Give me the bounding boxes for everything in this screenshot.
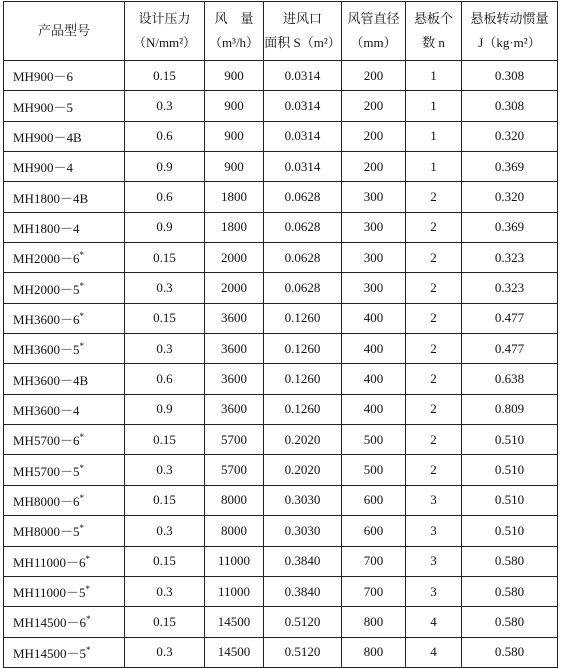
cell-inlet-area: 0.1260 bbox=[264, 394, 342, 424]
cell-model bbox=[4, 334, 125, 364]
model-footnote-mark: * bbox=[79, 462, 84, 473]
table-row bbox=[4, 212, 558, 242]
cell-inlet-area: 0.3030 bbox=[264, 485, 342, 515]
cell-inlet-area: 0.0314 bbox=[264, 91, 342, 121]
cell-airflow: 3600 bbox=[205, 364, 264, 394]
model-name: MH11000－5 bbox=[13, 585, 86, 601]
table-row bbox=[4, 516, 558, 546]
model-name: MH900－4B bbox=[13, 129, 82, 145]
header-plate-count: 悬板个 数 n bbox=[406, 2, 462, 61]
cell-pressure: 0.9 bbox=[125, 152, 205, 182]
cell-pressure: 0.6 bbox=[125, 364, 205, 394]
cell-plate-count: 4 bbox=[406, 607, 462, 637]
cell-duct-diameter: 200 bbox=[342, 152, 406, 182]
cell-airflow: 5700 bbox=[205, 455, 264, 485]
cell-pressure: 0.9 bbox=[125, 394, 205, 424]
table-row bbox=[4, 485, 558, 515]
cell-plate-count: 4 bbox=[406, 637, 462, 667]
cell-inlet-area: 0.0314 bbox=[264, 152, 342, 182]
cell-inlet-area: 0.3030 bbox=[264, 516, 342, 546]
cell-model bbox=[4, 364, 125, 394]
cell-plate-inertia: 0.510 bbox=[462, 516, 558, 546]
cell-plate-count: 2 bbox=[406, 334, 462, 364]
header-model: 产品型号 bbox=[4, 2, 125, 61]
cell-plate-inertia: 0.510 bbox=[462, 425, 558, 455]
cell-duct-diameter: 500 bbox=[342, 425, 406, 455]
table-row bbox=[4, 303, 558, 333]
model-name: MH900－5 bbox=[13, 99, 73, 115]
cell-pressure: 0.3 bbox=[125, 91, 205, 121]
cell-airflow: 900 bbox=[205, 121, 264, 151]
cell-plate-inertia: 0.369 bbox=[462, 152, 558, 182]
cell-plate-count: 2 bbox=[406, 425, 462, 455]
table-row bbox=[4, 243, 558, 273]
cell-plate-count: 3 bbox=[406, 485, 462, 515]
model-name: MH3600－4B bbox=[13, 372, 89, 388]
model-name: MH14500－6 bbox=[13, 615, 86, 631]
cell-inlet-area: 0.1260 bbox=[264, 334, 342, 364]
header-duct-diameter: 风管直径 （mm） bbox=[342, 2, 406, 61]
spec-table-container bbox=[3, 1, 558, 668]
cell-inlet-area: 0.3840 bbox=[264, 576, 342, 606]
cell-airflow: 1800 bbox=[205, 182, 264, 212]
table-row bbox=[4, 61, 558, 91]
cell-pressure: 0.15 bbox=[125, 61, 205, 91]
cell-airflow: 2000 bbox=[205, 243, 264, 273]
cell-model bbox=[4, 455, 125, 485]
cell-model bbox=[4, 576, 125, 606]
cell-model bbox=[4, 182, 125, 212]
model-footnote-mark: * bbox=[85, 553, 90, 564]
model-footnote-mark: * bbox=[79, 310, 84, 321]
cell-duct-diameter: 400 bbox=[342, 364, 406, 394]
cell-duct-diameter: 800 bbox=[342, 607, 406, 637]
table-row bbox=[4, 607, 558, 637]
header-pressure: 设计压力 （N/mm²） bbox=[125, 2, 205, 61]
model-name: MH14500－5 bbox=[13, 645, 86, 661]
cell-model bbox=[4, 91, 125, 121]
cell-model bbox=[4, 607, 125, 637]
cell-airflow: 3600 bbox=[205, 303, 264, 333]
cell-inlet-area: 0.5120 bbox=[264, 607, 342, 637]
cell-inlet-area: 0.0628 bbox=[264, 243, 342, 273]
cell-model bbox=[4, 61, 125, 91]
model-footnote-mark: * bbox=[79, 492, 84, 503]
cell-pressure: 0.6 bbox=[125, 182, 205, 212]
header-airflow: 风 量 （m³/h） bbox=[205, 2, 264, 61]
cell-plate-inertia: 0.323 bbox=[462, 273, 558, 303]
cell-plate-inertia: 0.580 bbox=[462, 637, 558, 667]
table-row bbox=[4, 334, 558, 364]
cell-model bbox=[4, 546, 125, 576]
model-footnote-mark: * bbox=[85, 584, 90, 595]
cell-plate-count: 2 bbox=[406, 212, 462, 242]
cell-duct-diameter: 200 bbox=[342, 61, 406, 91]
cell-inlet-area: 0.2020 bbox=[264, 455, 342, 485]
cell-duct-diameter: 500 bbox=[342, 455, 406, 485]
cell-pressure: 0.3 bbox=[125, 637, 205, 667]
cell-plate-inertia: 0.308 bbox=[462, 91, 558, 121]
cell-airflow: 11000 bbox=[205, 576, 264, 606]
cell-pressure: 0.15 bbox=[125, 607, 205, 637]
cell-pressure: 0.15 bbox=[125, 243, 205, 273]
cell-plate-count: 2 bbox=[406, 273, 462, 303]
cell-plate-inertia: 0.580 bbox=[462, 576, 558, 606]
cell-pressure: 0.3 bbox=[125, 576, 205, 606]
cell-plate-count: 1 bbox=[406, 121, 462, 151]
cell-plate-inertia: 0.510 bbox=[462, 455, 558, 485]
cell-plate-inertia: 0.323 bbox=[462, 243, 558, 273]
cell-plate-inertia: 0.477 bbox=[462, 303, 558, 333]
cell-inlet-area: 0.0628 bbox=[264, 182, 342, 212]
model-name: MH1800－4B bbox=[13, 190, 89, 206]
cell-duct-diameter: 600 bbox=[342, 485, 406, 515]
cell-duct-diameter: 800 bbox=[342, 637, 406, 667]
cell-plate-count: 3 bbox=[406, 546, 462, 576]
cell-pressure: 0.3 bbox=[125, 273, 205, 303]
model-name: MH900－4 bbox=[13, 160, 73, 176]
cell-inlet-area: 0.0314 bbox=[264, 61, 342, 91]
model-name: MH900－6 bbox=[13, 69, 73, 85]
model-name: MH8000－5 bbox=[13, 524, 80, 540]
cell-duct-diameter: 300 bbox=[342, 273, 406, 303]
model-name: MH5700－6 bbox=[13, 433, 80, 449]
cell-duct-diameter: 400 bbox=[342, 394, 406, 424]
cell-duct-diameter: 200 bbox=[342, 91, 406, 121]
cell-duct-diameter: 300 bbox=[342, 243, 406, 273]
cell-duct-diameter: 700 bbox=[342, 576, 406, 606]
cell-airflow: 8000 bbox=[205, 485, 264, 515]
header-row bbox=[4, 2, 558, 61]
table-row bbox=[4, 152, 558, 182]
model-footnote-mark: * bbox=[79, 280, 84, 291]
table-row bbox=[4, 394, 558, 424]
cell-inlet-area: 0.1260 bbox=[264, 303, 342, 333]
table-row bbox=[4, 273, 558, 303]
cell-airflow: 1800 bbox=[205, 212, 264, 242]
table-row bbox=[4, 546, 558, 576]
cell-model bbox=[4, 485, 125, 515]
cell-plate-count: 1 bbox=[406, 152, 462, 182]
cell-plate-count: 1 bbox=[406, 61, 462, 91]
table-row bbox=[4, 455, 558, 485]
cell-inlet-area: 0.3840 bbox=[264, 546, 342, 576]
cell-plate-count: 2 bbox=[406, 394, 462, 424]
cell-airflow: 14500 bbox=[205, 607, 264, 637]
cell-plate-count: 2 bbox=[406, 182, 462, 212]
cell-model bbox=[4, 425, 125, 455]
table-row bbox=[4, 121, 558, 151]
model-footnote-mark: * bbox=[79, 432, 84, 443]
cell-pressure: 0.3 bbox=[125, 455, 205, 485]
model-footnote-mark: * bbox=[85, 644, 91, 655]
model-name: MH1800－4 bbox=[13, 220, 80, 236]
model-name: MH8000－6 bbox=[13, 493, 80, 509]
model-footnote-mark: * bbox=[85, 614, 91, 625]
cell-plate-inertia: 0.477 bbox=[462, 334, 558, 364]
cell-airflow: 11000 bbox=[205, 546, 264, 576]
cell-duct-diameter: 600 bbox=[342, 516, 406, 546]
table-row bbox=[4, 182, 558, 212]
model-footnote-mark: * bbox=[79, 523, 84, 534]
cell-model bbox=[4, 273, 125, 303]
cell-model bbox=[4, 516, 125, 546]
cell-pressure: 0.3 bbox=[125, 516, 205, 546]
cell-plate-inertia: 0.510 bbox=[462, 485, 558, 515]
model-name: MH5700－5 bbox=[13, 463, 80, 479]
table-body bbox=[4, 61, 558, 668]
cell-pressure: 0.6 bbox=[125, 121, 205, 151]
cell-plate-count: 3 bbox=[406, 576, 462, 606]
cell-airflow: 5700 bbox=[205, 425, 264, 455]
cell-airflow: 3600 bbox=[205, 334, 264, 364]
cell-airflow: 2000 bbox=[205, 273, 264, 303]
model-name: MH11000－6 bbox=[13, 554, 86, 570]
cell-plate-inertia: 0.580 bbox=[462, 546, 558, 576]
spec-table bbox=[3, 1, 558, 668]
cell-airflow: 900 bbox=[205, 152, 264, 182]
model-name: MH3600－4 bbox=[13, 402, 80, 418]
table-row bbox=[4, 637, 558, 667]
cell-airflow: 14500 bbox=[205, 637, 264, 667]
cell-model bbox=[4, 637, 125, 667]
cell-model bbox=[4, 243, 125, 273]
table-header bbox=[4, 2, 558, 61]
cell-plate-inertia: 0.308 bbox=[462, 61, 558, 91]
cell-pressure: 0.9 bbox=[125, 212, 205, 242]
cell-plate-inertia: 0.320 bbox=[462, 121, 558, 151]
cell-plate-inertia: 0.369 bbox=[462, 212, 558, 242]
cell-airflow: 900 bbox=[205, 61, 264, 91]
cell-duct-diameter: 300 bbox=[342, 212, 406, 242]
cell-airflow: 3600 bbox=[205, 394, 264, 424]
model-name: MH2000－5 bbox=[13, 281, 80, 297]
table-row bbox=[4, 576, 558, 606]
cell-inlet-area: 0.0314 bbox=[264, 121, 342, 151]
cell-airflow: 900 bbox=[205, 91, 264, 121]
model-name: MH2000－6 bbox=[13, 251, 80, 267]
cell-plate-count: 2 bbox=[406, 243, 462, 273]
cell-model bbox=[4, 303, 125, 333]
cell-model bbox=[4, 394, 125, 424]
cell-pressure: 0.15 bbox=[125, 546, 205, 576]
table-row bbox=[4, 425, 558, 455]
cell-duct-diameter: 200 bbox=[342, 121, 406, 151]
table-row bbox=[4, 91, 558, 121]
cell-plate-inertia: 0.320 bbox=[462, 182, 558, 212]
model-name: MH3600－6 bbox=[13, 311, 80, 327]
cell-duct-diameter: 700 bbox=[342, 546, 406, 576]
cell-inlet-area: 0.1260 bbox=[264, 364, 342, 394]
model-name: MH3600－5 bbox=[13, 342, 80, 358]
header-inlet-area: 进风口 面积 S（m²） bbox=[264, 2, 342, 61]
cell-model bbox=[4, 121, 125, 151]
cell-airflow: 8000 bbox=[205, 516, 264, 546]
cell-plate-count: 2 bbox=[406, 364, 462, 394]
cell-duct-diameter: 300 bbox=[342, 182, 406, 212]
cell-model bbox=[4, 152, 125, 182]
cell-plate-inertia: 0.809 bbox=[462, 394, 558, 424]
cell-inlet-area: 0.2020 bbox=[264, 425, 342, 455]
cell-inlet-area: 0.0628 bbox=[264, 273, 342, 303]
cell-pressure: 0.15 bbox=[125, 485, 205, 515]
cell-pressure: 0.3 bbox=[125, 334, 205, 364]
cell-plate-count: 2 bbox=[406, 303, 462, 333]
cell-plate-inertia: 0.638 bbox=[462, 364, 558, 394]
cell-pressure: 0.15 bbox=[125, 303, 205, 333]
model-footnote-mark: * bbox=[79, 341, 84, 352]
cell-plate-count: 2 bbox=[406, 455, 462, 485]
cell-plate-count: 3 bbox=[406, 516, 462, 546]
cell-inlet-area: 0.0628 bbox=[264, 212, 342, 242]
cell-pressure: 0.15 bbox=[125, 425, 205, 455]
cell-duct-diameter: 400 bbox=[342, 303, 406, 333]
model-footnote-mark: * bbox=[79, 250, 84, 261]
cell-plate-count: 1 bbox=[406, 91, 462, 121]
cell-model bbox=[4, 212, 125, 242]
cell-duct-diameter: 400 bbox=[342, 334, 406, 364]
cell-inlet-area: 0.5120 bbox=[264, 637, 342, 667]
table-row bbox=[4, 364, 558, 394]
header-plate-inertia: 悬板转动惯量 J（kg·m²） bbox=[462, 2, 558, 61]
cell-plate-inertia: 0.580 bbox=[462, 607, 558, 637]
